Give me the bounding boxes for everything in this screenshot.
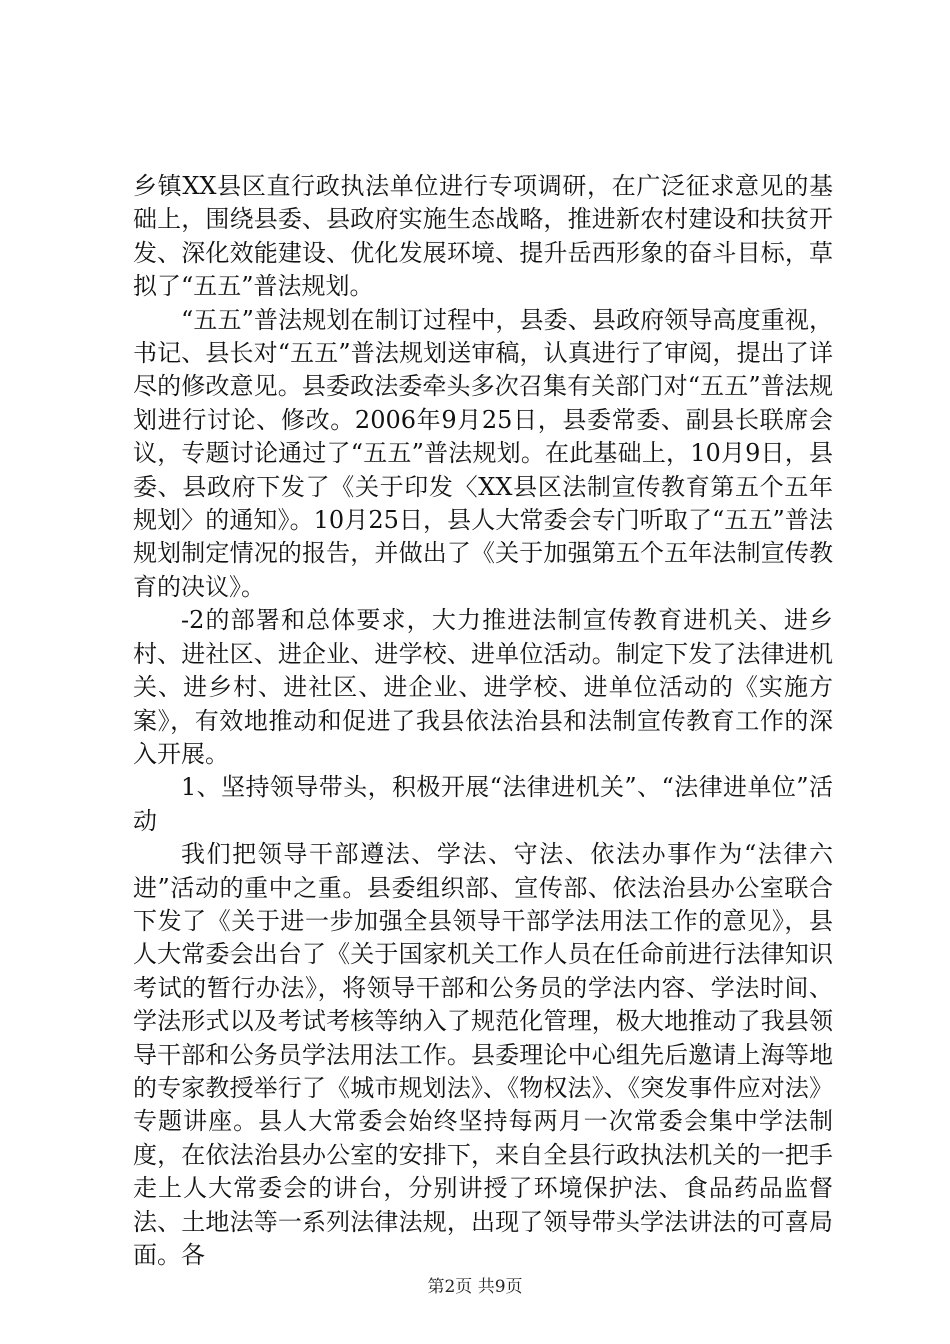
paragraph-plan-drafting: “五五”普法规划在制订过程中，县委、县政府领导高度重视，书记、县长对“五五”普法规划送审稿，认真进行了审阅，提出了详尽的修改意见。县委政法委牵头多次召集有关部门对“五五”普法规划进行讨论、修改。2006年9月25日，县委常委、副县长联席会议，专题讨论通过了“五五”普法规划。在此基础上，10月9日，县委、县政府下发了《关于印发〈XX县区法制宣传教育第五个五年规划〉的通知》。10月25日，县人大常委会专门听取了“五五”普法规划制定情况的报告，并做出了《关于加强第五个五年法制宣传教育的决议》。 <box>133 305 833 601</box>
paragraph-deployment: -2的部署和总体要求，大力推进法制宣传教育进机关、进乡村、进社区、进企业、进学校、进单位活动。制定下发了法律进机关、进乡村、进社区、进企业、进学校、进单位活动的《实施方案》，有效地推动和促进了我县依法治县和法制宣传教育工作的深入开展。 <box>133 606 833 768</box>
section-heading-leadership: 1、坚持领导带头，积极开展“法律进机关”、“法律进单位”活动 <box>133 773 833 835</box>
paragraph-continuation: 乡镇XX县区直行政执法单位进行专项调研，在广泛征求意见的基础上，围绕县委、县政府实施生态战略，推进新农村建设和扶贫开发、深化效能建设、优化发展环境、提升岳西形象的奋斗目标，草拟了“五五”普法规划。 <box>133 172 833 301</box>
paragraph-leader-study: 我们把领导干部遵法、学法、守法、依法办事作为“法律六进”活动的重中之重。县委组织部、宣传部、依法治县办公室联合下发了《关于进一步加强全县领导干部学法用法工作的意见》，县人大常委会出台了《关于国家机关工作人员在任命前进行法律知识考试的暂行办法》，将领导干部和公务员的学法内容、学法时间、学法形式以及考试考核等纳入了规范化管理，极大地推动了我县领导干部和公务员学法用法工作。县委理论中心组先后邀请上海等地的专家教授举行了《城市规划法》、《物权法》、《突发事件应对法》专题讲座。县人大常委会始终坚持每两月一次常委会集中学法制度，在依法治县办公室的安排下，来自全县行政执法机关的一把手走上人大常委会的讲台，分别讲授了环境保护法、食品药品监督法、土地法等一系列法律法规，出现了领导带头学法讲法的可喜局面。各 <box>133 840 833 1269</box>
document-body <box>133 170 833 1272</box>
page-number-footer: 第2页 共9页 <box>427 1277 523 1297</box>
